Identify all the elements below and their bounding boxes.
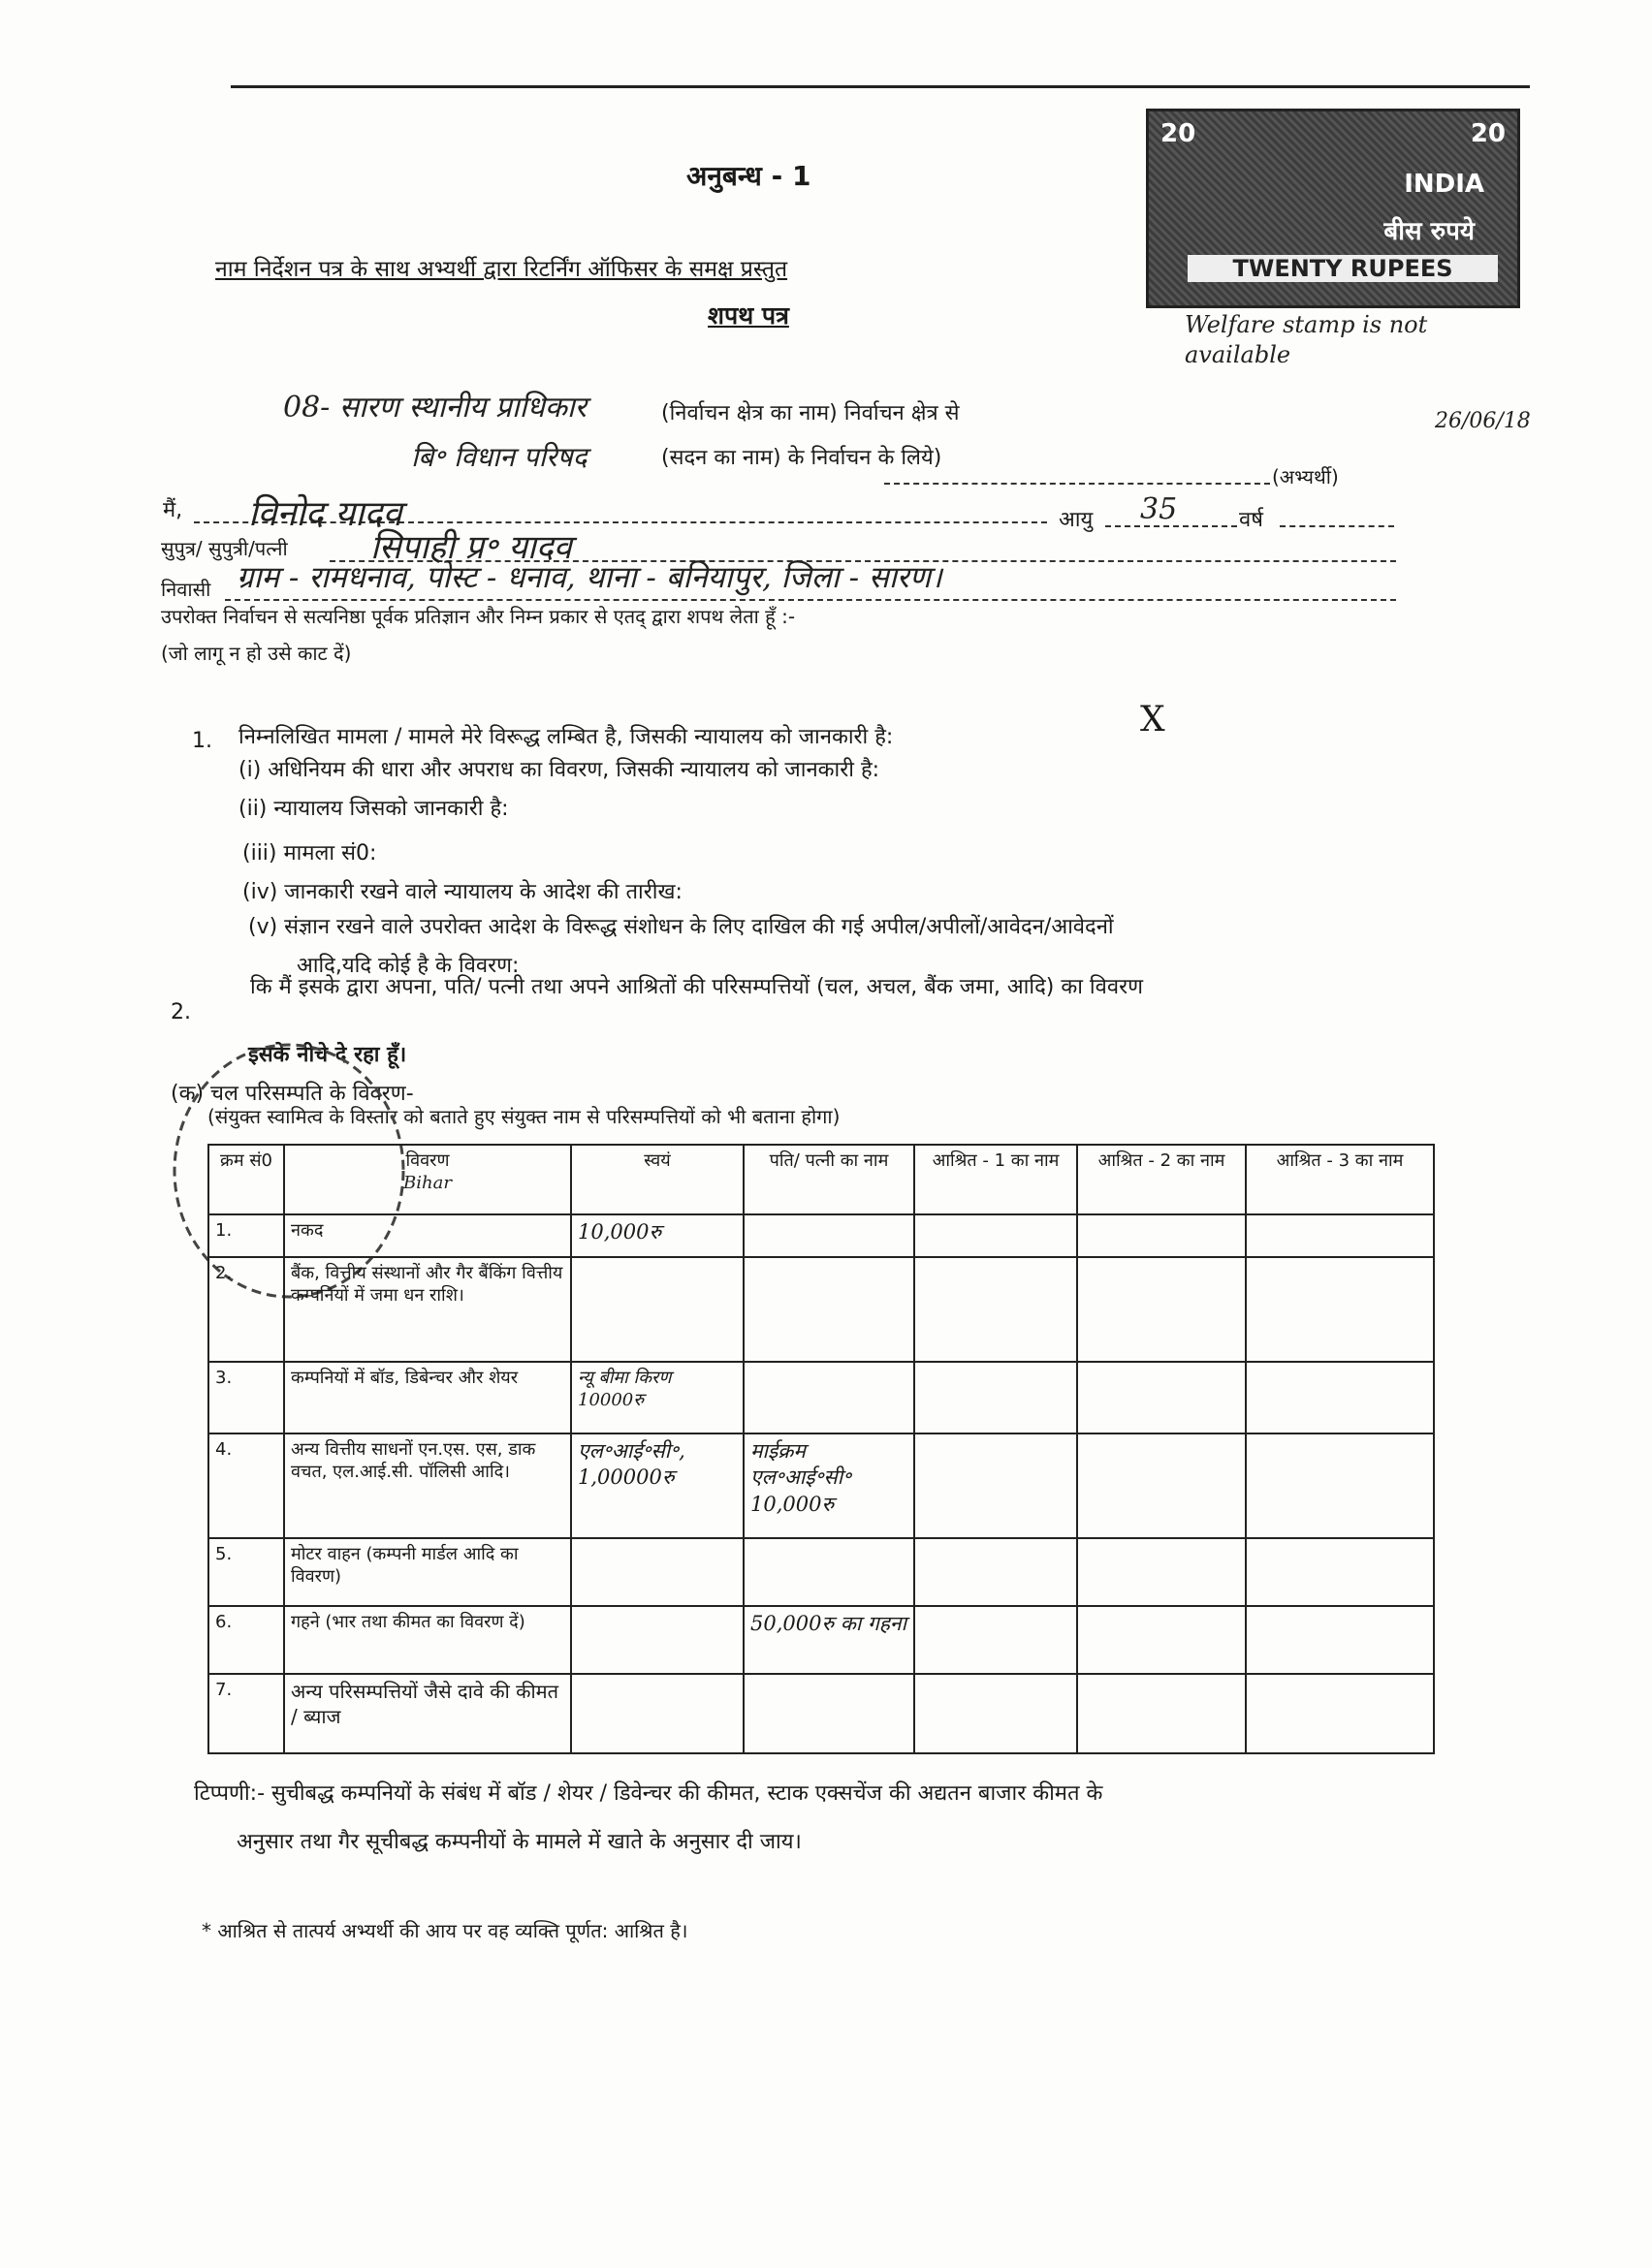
section1-text: निम्नलिखित मामला / मामले मेरे विरूद्ध लम्बित है, जिसकी न्यायालय को जानकारी है:	[238, 725, 894, 749]
row-self-value	[571, 1257, 744, 1362]
row-dependent-2-value	[1077, 1433, 1246, 1538]
stamp-english-value: TWENTY RUPEES	[1188, 255, 1498, 282]
relation-value: सिपाही प्र॰ यादव	[370, 528, 572, 567]
row-dependent-1-value	[914, 1606, 1077, 1674]
table-row	[208, 1606, 1434, 1674]
row-dependent-1-value	[914, 1674, 1077, 1753]
section1-item: आदि,यदि कोई है के विवरण:	[297, 954, 520, 978]
row-spouse-value	[744, 1214, 914, 1257]
resident-dash	[225, 599, 1396, 601]
header-self: स्वयं	[571, 1145, 744, 1214]
page-subtitle: नाम निर्देशन पत्र के साथ अभ्यर्थी द्वारा रिटर्निंग ऑफिसर के समक्ष प्रस्तुत	[215, 257, 788, 282]
candidate-suffix: (अभ्यर्थी)	[1272, 465, 1339, 488]
section1-cross-mark: X	[1140, 700, 1165, 740]
table-note-line1: टिप्पणी:- सुचीबद्ध कम्पनियों के संबंध में बॉड / शेयर / डिवेन्चर की कीमत, स्टाक एक्सचेंज की अद्यतन बाजार कीमत के	[194, 1781, 1103, 1806]
row-dependent-1-value	[914, 1257, 1077, 1362]
section2-number: 2.	[171, 1000, 191, 1024]
row-dependent-3-value	[1246, 1674, 1434, 1753]
row-self-value	[571, 1606, 744, 1674]
name-label: मैं,	[163, 498, 183, 522]
stamp-note: Welfare stamp is not available	[1185, 311, 1428, 369]
header-dependent-3: आश्रित - 3 का नाम	[1246, 1145, 1434, 1214]
row-dependent-2-value	[1077, 1362, 1246, 1433]
section2-subheading: (क) चल परिसम्पति के विवरण-	[171, 1082, 414, 1106]
oath-line: उपरोक्त निर्वाचन से सत्यनिष्ठा पूर्वक प्रतिज्ञान और निम्न प्रकार से एतद् द्वारा शपथ लेता हूँ :-	[161, 605, 796, 628]
row-spouse-value: माईक्रम एल॰आई॰सी॰ 10,000रु	[744, 1433, 914, 1538]
page-title: अनुबन्ध - 1	[686, 160, 811, 192]
stamp-country: INDIA	[1404, 170, 1484, 199]
table-row	[208, 1538, 1434, 1606]
header-description-label: विवरण	[405, 1150, 450, 1171]
header-description	[284, 1145, 571, 1214]
row-dependent-1-value	[914, 1538, 1077, 1606]
stamp-date: 26/06/18	[1435, 409, 1531, 433]
table-row	[208, 1257, 1434, 1362]
house-value: बि॰ विधान परिषद	[411, 441, 588, 473]
row-self-value: न्यू बीमा किरण 10000रु	[571, 1362, 744, 1433]
row-dependent-1-value	[914, 1214, 1077, 1257]
row-spouse-value	[744, 1674, 914, 1753]
row-spouse-value: 50,000रु का गहना	[744, 1606, 914, 1674]
row-dependent-1-value	[914, 1362, 1077, 1433]
row-self-value	[571, 1674, 744, 1753]
row-spouse-value	[744, 1538, 914, 1606]
header-spouse: पति/ पत्नी का नाम	[744, 1145, 914, 1214]
row-description: बैंक, वित्तीय संस्थानों और गैर बैंकिंग वित्तीय कम्पनियों में जमा धन राशि।	[284, 1257, 571, 1362]
table-row	[208, 1214, 1434, 1257]
candidate-name: विनोद यादव	[248, 494, 402, 534]
row-spouse-value	[744, 1257, 914, 1362]
row-serial: 3.	[208, 1362, 284, 1433]
section2-subnote: (संयुक्त स्वामित्व के विस्तार को बताते हुए संयुक्त नाम से परिसम्पत्तियों को भी बताना होगा)	[207, 1105, 841, 1128]
section1-item: (iv) जानकारी रखने वाले न्यायालय के आदेश की तारीख:	[242, 880, 683, 904]
relation-label: सुपुत्र/ सुपुत्री/पत्नी	[161, 537, 288, 560]
row-dependent-3-value	[1246, 1214, 1434, 1257]
constituency-label: (निर्वाचन क्षेत्र का नाम) निर्वाचन क्षेत्र से	[661, 401, 960, 425]
row-dependent-2-value	[1077, 1606, 1246, 1674]
movable-assets-table	[207, 1144, 1435, 1754]
row-description: कम्पनियों में बॉड, डिबेन्चर और शेयर	[284, 1362, 571, 1433]
header-handwritten-note: Bihar	[403, 1173, 452, 1194]
years-dash	[1280, 525, 1394, 527]
header-dependent-1: आश्रित - 1 का नाम	[914, 1145, 1077, 1214]
row-dependent-3-value	[1246, 1257, 1434, 1362]
constituency-value: 08- सारण स्थानीय प्राधिकार	[283, 391, 587, 425]
candidate-dash	[884, 483, 1270, 485]
top-border-line	[231, 85, 1530, 88]
row-dependent-3-value	[1246, 1362, 1434, 1433]
row-description: गहने (भार तथा कीमत का विवरण दें)	[284, 1606, 571, 1674]
row-serial: 2.	[208, 1257, 284, 1362]
row-description: नकद	[284, 1214, 571, 1257]
section1-item: (ii) न्यायालय जिसको जानकारी है:	[238, 797, 509, 821]
row-dependent-2-value	[1077, 1538, 1246, 1606]
row-spouse-value	[744, 1362, 914, 1433]
section1-item: (i) अधिनियम की धारा और अपराध का विवरण, जिसकी न्यायालय को जानकारी है:	[238, 758, 880, 782]
row-serial: 6.	[208, 1606, 284, 1674]
house-label: (सदन का नाम) के निर्वाचन के लिये)	[661, 446, 942, 470]
row-self-value: एल॰आई॰सी॰, 1,00000रु	[571, 1433, 744, 1538]
years-label: वर्ष	[1239, 508, 1263, 532]
revenue-stamp	[1146, 109, 1520, 308]
stamp-hindi-value: बीस रुपये	[1383, 217, 1475, 246]
age-value: 35	[1140, 492, 1178, 526]
section1-number: 1.	[192, 729, 212, 753]
stamp-value-right: 20	[1470, 119, 1506, 148]
table-row	[208, 1362, 1434, 1433]
section2-line2: इसके नीचे दे रहा हूँ।	[248, 1043, 407, 1067]
row-serial: 7.	[208, 1674, 284, 1753]
row-description: मोटर वाहन (कम्पनी मार्डल आदि का विवरण)	[284, 1538, 571, 1606]
row-serial: 1.	[208, 1214, 284, 1257]
resident-value: ग्राम - रामधनाव, पोस्ट - धनाव, थाना - बनियापुर, जिला - सारण।	[237, 560, 942, 595]
document-type: शपथ पत्र	[708, 301, 789, 330]
dependent-footnote: * आश्रित से तात्पर्य अभ्यर्थी की आय पर वह व्यक्ति पूर्णत: आश्रित है।	[202, 1919, 688, 1942]
resident-label: निवासी	[161, 578, 211, 601]
stamp-value-left: 20	[1160, 119, 1196, 148]
row-dependent-3-value	[1246, 1538, 1434, 1606]
header-dependent-2: आश्रित - 2 का नाम	[1077, 1145, 1246, 1214]
row-description: अन्य परिसम्पत्तियों जैसे दावे की कीमत / ब्याज	[284, 1674, 571, 1753]
row-serial: 4.	[208, 1433, 284, 1538]
strike-note: (जो लागू न हो उसे काट दें)	[161, 642, 352, 665]
row-self-value	[571, 1538, 744, 1606]
table-row	[208, 1674, 1434, 1753]
section1-item: (iii) मामला सं0:	[242, 841, 377, 866]
row-description: अन्य वित्तीय साधनों एन.एस. एस, डाक वचत, एल.आई.सी. पॉलिसी आदि।	[284, 1433, 571, 1538]
row-self-value: 10,000रु	[571, 1214, 744, 1257]
age-label: आयु	[1059, 508, 1094, 532]
row-dependent-1-value	[914, 1433, 1077, 1538]
section1-item: (v) संज्ञान रखने वाले उपरोक्त आदेश के विरूद्ध संशोधन के लिए दाखिल की गई अपील/अपीलों/आवेदन/आवेदनों	[248, 915, 1114, 939]
row-dependent-2-value	[1077, 1674, 1246, 1753]
row-dependent-3-value	[1246, 1433, 1434, 1538]
table-row	[208, 1433, 1434, 1538]
row-serial: 5.	[208, 1538, 284, 1606]
section2-line1: कि मैं इसके द्वारा अपना, पति/ पत्नी तथा अपने आश्रितों की परिसम्पत्तियों (चल, अचल, बैंक जमा, आदि) का विवरण	[250, 975, 1143, 999]
table-header-row	[208, 1145, 1434, 1214]
table-note-line2: अनुसार तथा गैर सूचीबद्ध कम्पनीयों के मामले में खाते के अनुसार दी जाय।	[237, 1830, 802, 1854]
row-dependent-2-value	[1077, 1214, 1246, 1257]
row-dependent-2-value	[1077, 1257, 1246, 1362]
row-dependent-3-value	[1246, 1606, 1434, 1674]
header-serial: क्रम सं0	[208, 1145, 284, 1214]
